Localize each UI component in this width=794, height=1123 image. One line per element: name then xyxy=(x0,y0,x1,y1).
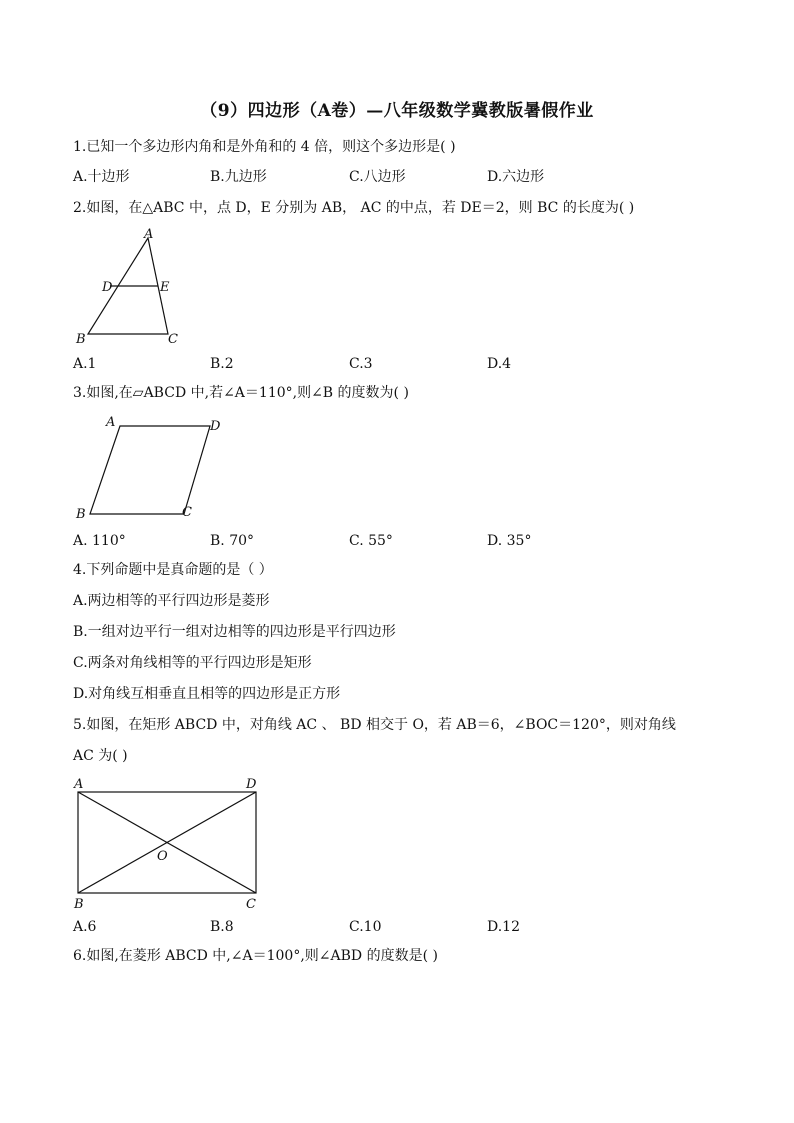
rectangle-figure xyxy=(70,772,270,914)
q5-option-b: B.8 xyxy=(210,919,234,935)
question-5-cont: AC 为( ) xyxy=(73,748,128,764)
q4-statement-c: C.两条对角线相等的平行四边形是矩形 xyxy=(73,655,312,671)
label-o: O xyxy=(157,849,168,864)
q3-option-b: B. 70° xyxy=(210,533,255,549)
label-c: C xyxy=(246,897,256,912)
label-c: C xyxy=(182,505,192,520)
label-b: B xyxy=(76,332,86,347)
label-d: D xyxy=(246,777,257,792)
question-6: 6.如图,在菱形 ABCD 中,∠A＝100°,则∠ABD 的度数是( ) xyxy=(73,948,438,964)
q5-option-d: D.12 xyxy=(487,919,520,935)
label-e: E xyxy=(160,280,170,295)
q2-option-d: D.4 xyxy=(487,356,512,372)
label-d: D xyxy=(102,280,113,295)
q1-option-b: B.九边形 xyxy=(210,169,267,185)
label-d: D xyxy=(210,419,221,434)
q4-statement-d: D.对角线互相垂直且相等的四边形是正方形 xyxy=(73,686,341,702)
q5-option-a: A.6 xyxy=(73,919,97,935)
q3-option-d: D. 35° xyxy=(487,533,532,549)
q1-option-a: A.十边形 xyxy=(73,169,130,185)
q1-option-c: C.八边形 xyxy=(349,169,406,185)
label-a: A xyxy=(74,777,84,792)
q2-option-a: A.1 xyxy=(73,356,97,372)
question-4: 4.下列命题中是真命题的是（ ） xyxy=(73,562,273,578)
question-3: 3.如图,在▱ABCD 中,若∠A＝110°,则∠B 的度数为( ) xyxy=(73,385,409,401)
question-2: 2.如图，在△ABC 中，点 D，E 分别为 AB， AC 的中点，若 DE＝2，则 BC 的长度为( ) xyxy=(73,200,635,216)
triangle-figure xyxy=(70,226,190,348)
q2-option-c: C.3 xyxy=(349,356,373,372)
label-b: B xyxy=(76,507,86,522)
parallelogram-figure xyxy=(70,412,230,524)
label-c: C xyxy=(168,332,178,347)
label-a: A xyxy=(106,415,116,430)
label-b: B xyxy=(74,897,84,912)
q3-option-a: A. 110° xyxy=(73,533,126,549)
label-a: A xyxy=(144,227,154,242)
q2-option-b: B.2 xyxy=(210,356,234,372)
page-title: （9）四边形（A卷）—八年级数学冀教版暑假作业 xyxy=(200,101,594,121)
q5-option-c: C.10 xyxy=(349,919,382,935)
q3-option-c: C. 55° xyxy=(349,533,393,549)
q1-option-d: D.六边形 xyxy=(487,169,545,185)
q4-statement-a: A.两边相等的平行四边形是菱形 xyxy=(73,593,270,609)
q4-statement-b: B.一组对边平行一组对边相等的四边形是平行四边形 xyxy=(73,624,396,640)
question-1: 1.已知一个多边形内角和是外角和的 4 倍，则这个多边形是( ) xyxy=(73,139,456,155)
question-5: 5.如图，在矩形 ABCD 中，对角线 AC 、 BD 相交于 O，若 AB＝6，∠BOC＝120°，则对角线 xyxy=(73,717,676,733)
